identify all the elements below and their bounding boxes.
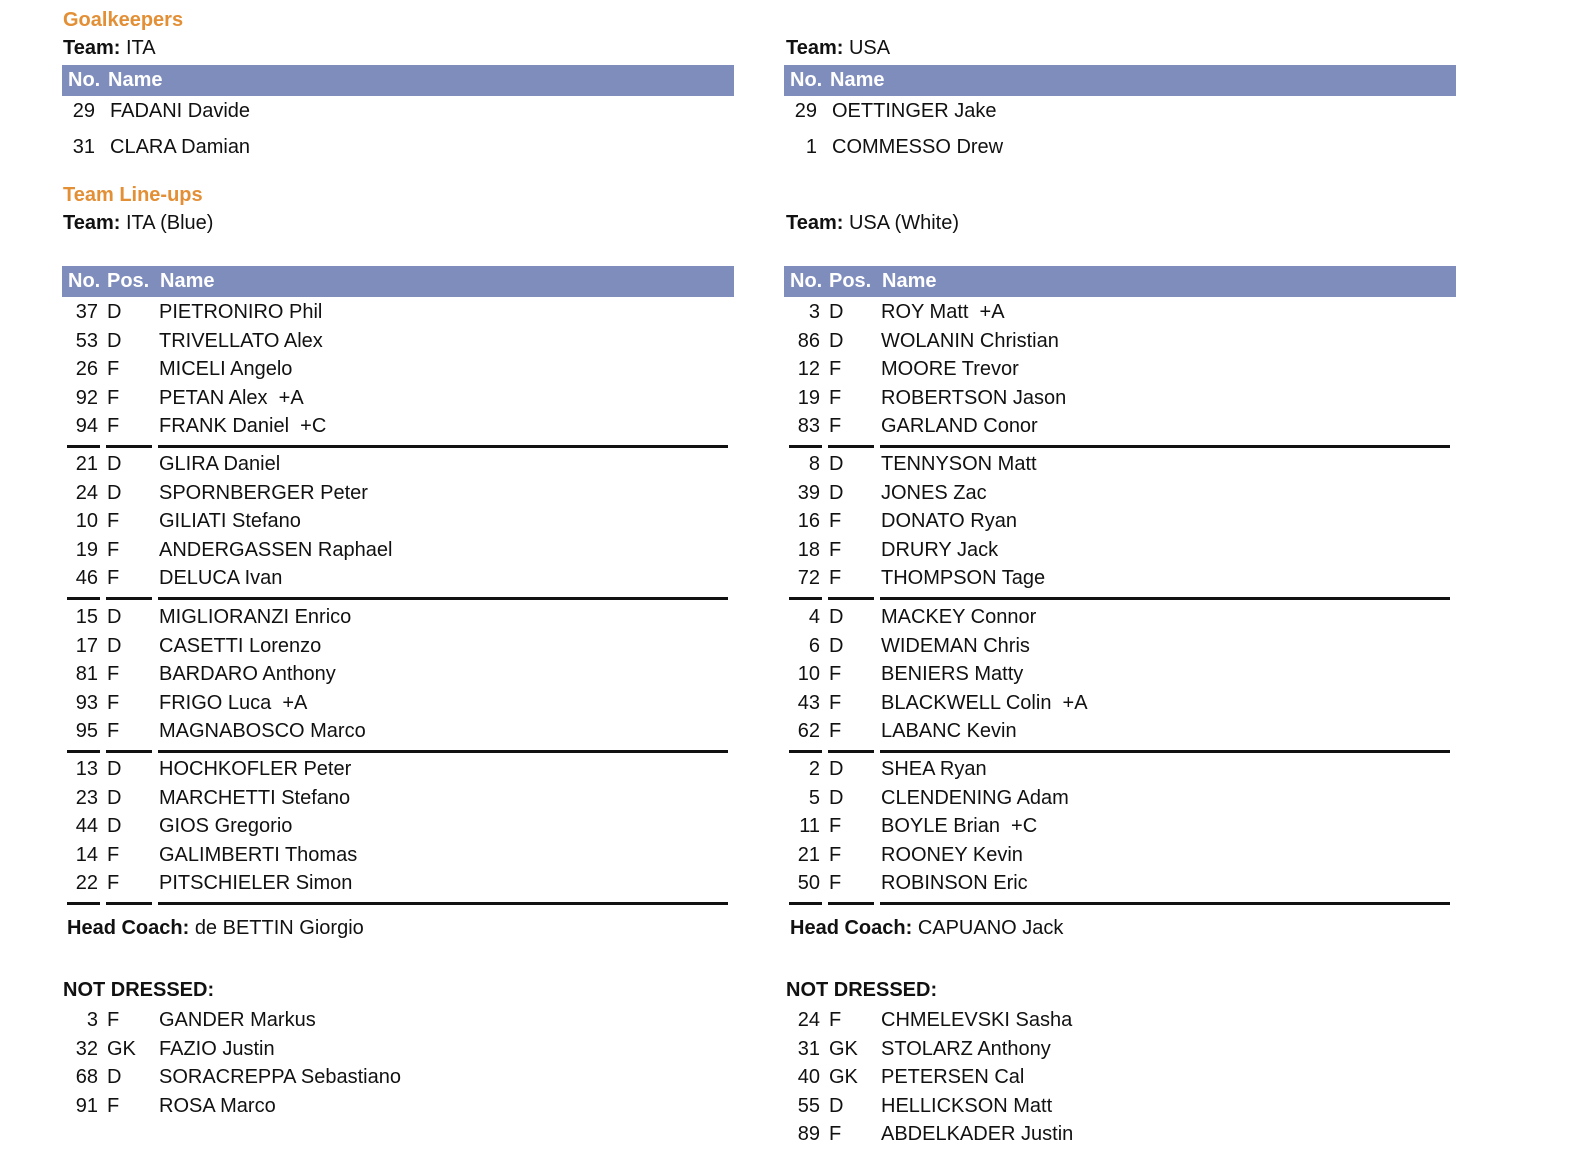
lineup-header-left	[62, 266, 734, 297]
separator-segment	[106, 597, 152, 600]
player-number: 31	[797, 1037, 820, 1060]
lineup-row	[784, 298, 1456, 326]
separator-segment	[158, 750, 728, 753]
player-position: F	[107, 843, 120, 866]
player-name: CHMELEVSKI Sasha	[881, 1009, 1073, 1031]
lineup-row	[62, 355, 734, 383]
player-name: COMMESSO Drew	[832, 136, 1004, 158]
player-position: D	[107, 453, 122, 475]
player-number: 11	[799, 815, 820, 837]
player-name: SHEA Ryan	[881, 758, 987, 780]
player-name: BOYLE Brian +C	[881, 815, 1038, 837]
player-position: F	[829, 1009, 842, 1031]
player-name: PITSCHIELER Simon	[159, 872, 353, 894]
player-number: 86	[797, 329, 820, 352]
player-position: F	[107, 691, 120, 714]
player-number: 16	[797, 510, 820, 532]
goalkeeper-row	[62, 133, 734, 161]
separator-segment	[67, 750, 100, 753]
separator-segment	[789, 445, 822, 448]
separator-segment	[158, 597, 728, 600]
header-no: No.	[68, 270, 101, 292]
separator-segment	[880, 750, 1450, 753]
player-name: ROBERTSON Jason	[881, 386, 1067, 409]
separator-segment	[158, 445, 728, 448]
lineups-title: Team Line-ups	[63, 184, 203, 206]
separator-segment	[67, 597, 100, 600]
separator-segment	[106, 750, 152, 753]
lineup-row	[784, 717, 1456, 745]
player-position: D	[107, 758, 122, 780]
player-position: D	[829, 606, 844, 628]
separator-segment	[828, 445, 874, 448]
player-number: 3	[808, 301, 820, 323]
player-name: HELLICKSON Matt	[881, 1094, 1053, 1117]
lineup-row	[784, 327, 1456, 355]
player-number: 92	[75, 386, 98, 409]
player-name: FAZIO Justin	[159, 1037, 275, 1060]
player-number: 10	[797, 663, 820, 685]
player-position: F	[829, 691, 842, 714]
player-position: F	[829, 663, 842, 685]
player-name: THOMPSON Tage	[881, 567, 1046, 589]
player-position: D	[829, 634, 844, 657]
lineup-row	[784, 784, 1456, 812]
team-label: Team:	[786, 37, 844, 59]
player-number: 26	[75, 358, 98, 380]
player-name: BARDARO Anthony	[159, 663, 336, 685]
player-number: 2	[808, 758, 820, 780]
player-name: PETAN Alex +A	[159, 386, 304, 409]
line-separator	[784, 750, 1456, 753]
player-position: D	[829, 453, 844, 475]
lineup-row	[784, 632, 1456, 660]
player-number: 1	[805, 136, 817, 158]
header-name: Name	[108, 69, 163, 91]
team-label: Team:	[63, 212, 121, 234]
player-number: 12	[797, 358, 820, 380]
player-name: PIETRONIRO Phil	[159, 301, 323, 323]
player-name: ABDELKADER Justin	[881, 1123, 1074, 1145]
lineup-row	[62, 869, 734, 897]
lineup-row	[784, 869, 1456, 897]
player-position: F	[829, 567, 842, 589]
player-number: 4	[808, 606, 820, 628]
player-number: 29	[794, 100, 817, 122]
lineup-row	[784, 755, 1456, 783]
player-name: GLIRA Daniel	[159, 453, 281, 475]
player-name: MOORE Trevor	[881, 358, 1019, 380]
player-position: D	[107, 815, 122, 837]
player-position: GK	[107, 1037, 136, 1060]
separator-segment	[106, 445, 152, 448]
separator-segment	[789, 902, 822, 905]
player-number: 18	[797, 538, 820, 561]
player-number: 83	[797, 415, 820, 437]
player-name: BENIERS Matty	[881, 663, 1024, 685]
player-position: F	[829, 386, 842, 409]
player-number: 93	[75, 691, 98, 714]
goalkeepers-title: Goalkeepers	[63, 9, 184, 31]
line-separator	[784, 902, 1456, 905]
not-dressed-row	[784, 1035, 1456, 1063]
player-number: 10	[75, 510, 98, 532]
player-position: D	[107, 1066, 122, 1088]
player-position: D	[107, 786, 122, 809]
player-number: 91	[75, 1094, 98, 1117]
player-number: 46	[75, 567, 98, 589]
player-name: GIOS Gregorio	[159, 815, 293, 837]
lineup-row	[784, 841, 1456, 869]
player-number: 14	[75, 843, 98, 866]
player-name: ROBINSON Eric	[881, 872, 1028, 894]
lineup-row	[62, 717, 734, 745]
lineup-team-right	[786, 212, 959, 235]
player-name: CASETTI Lorenzo	[159, 634, 322, 657]
player-name: FRIGO Luca +A	[159, 691, 308, 714]
separator-segment	[106, 902, 152, 905]
line-separator	[784, 445, 1456, 448]
player-number: 8	[808, 453, 820, 475]
player-number: 19	[75, 538, 98, 561]
lineup-team-left	[63, 212, 213, 235]
not-dressed-row	[62, 1006, 734, 1034]
header-name: Name	[882, 270, 937, 292]
player-position: F	[829, 1123, 842, 1145]
player-name: DRURY Jack	[881, 538, 999, 561]
player-position: D	[107, 329, 122, 352]
player-number: 13	[75, 758, 98, 780]
header-name: Name	[160, 270, 215, 292]
player-name: CLENDENING Adam	[881, 786, 1069, 809]
lineup-row	[784, 355, 1456, 383]
player-number: 21	[75, 453, 98, 475]
player-number: 94	[75, 415, 98, 437]
player-position: F	[107, 1094, 120, 1117]
player-number: 62	[797, 720, 820, 742]
player-number: 39	[797, 481, 820, 504]
player-position: F	[107, 1009, 120, 1031]
lineup-team-right-value: USA (White)	[848, 212, 960, 234]
head-coach-left	[67, 917, 364, 940]
coach-label: Head Coach:	[67, 917, 190, 939]
header-no: No.	[68, 69, 101, 91]
lineup-row	[784, 384, 1456, 412]
player-name: OETTINGER Jake	[832, 100, 997, 122]
player-name: WOLANIN Christian	[881, 329, 1059, 352]
player-position: F	[107, 358, 120, 380]
lineup-row	[62, 327, 734, 355]
player-number: 6	[808, 634, 820, 657]
player-position: F	[107, 720, 120, 742]
lineup-row	[62, 632, 734, 660]
player-position: D	[829, 301, 844, 323]
lineup-row	[62, 689, 734, 717]
player-position: F	[829, 872, 842, 894]
goalkeeper-row	[784, 97, 1456, 125]
player-position: F	[107, 663, 120, 685]
player-name: GANDER Markus	[159, 1009, 316, 1031]
player-number: 19	[797, 386, 820, 409]
player-name: GARLAND Conor	[881, 415, 1038, 437]
separator-segment	[828, 597, 874, 600]
header-no: No.	[790, 69, 823, 91]
player-name: SPORNBERGER Peter	[159, 481, 368, 504]
player-number: 37	[75, 301, 98, 323]
lineup-row	[62, 298, 734, 326]
line-separator	[62, 750, 734, 753]
player-number: 24	[797, 1009, 820, 1031]
player-position: D	[107, 481, 122, 504]
player-number: 72	[797, 567, 820, 589]
separator-segment	[67, 445, 100, 448]
player-number: 55	[797, 1094, 820, 1117]
player-number: 89	[797, 1123, 820, 1145]
player-number: 24	[75, 481, 98, 504]
lineup-row	[784, 450, 1456, 478]
player-name: FADANI Davide	[110, 100, 251, 122]
player-position: GK	[829, 1066, 858, 1088]
player-name: WIDEMAN Chris	[881, 634, 1030, 657]
player-name: MICELI Angelo	[159, 358, 293, 380]
player-position: F	[107, 567, 120, 589]
lineup-row	[62, 603, 734, 631]
player-name: ROY Matt +A	[881, 301, 1005, 323]
player-number: 53	[75, 329, 98, 352]
coach-label: Head Coach:	[790, 917, 913, 939]
lineup-row	[62, 536, 734, 564]
lineup-row	[62, 841, 734, 869]
lineup-row	[784, 603, 1456, 631]
separator-segment	[880, 597, 1450, 600]
not-dressed-row	[784, 1063, 1456, 1091]
gk-team-left	[63, 37, 156, 60]
lineup-row	[62, 564, 734, 592]
player-name: PETERSEN Cal	[881, 1066, 1025, 1088]
player-number: 40	[797, 1066, 820, 1088]
player-number: 43	[797, 691, 820, 714]
separator-segment	[828, 902, 874, 905]
player-position: D	[107, 301, 122, 323]
player-name: LABANC Kevin	[881, 720, 1017, 742]
player-name: DELUCA Ivan	[159, 567, 283, 589]
lineup-header-right	[784, 266, 1456, 297]
gk-team-right-value: USA	[848, 37, 891, 59]
player-position: F	[107, 386, 120, 409]
player-number: 29	[72, 100, 95, 122]
not-dressed-row	[62, 1063, 734, 1091]
player-position: F	[829, 815, 842, 837]
player-number: 81	[75, 663, 98, 685]
player-name: MACKEY Connor	[881, 606, 1037, 628]
player-number: 3	[86, 1009, 98, 1031]
lineup-row	[62, 784, 734, 812]
player-name: GILIATI Stefano	[159, 510, 301, 532]
not-dressed-row	[62, 1092, 734, 1120]
player-number: 22	[75, 872, 98, 894]
lineup-row	[62, 412, 734, 440]
player-position: F	[107, 872, 120, 894]
not-dressed-row	[62, 1035, 734, 1063]
player-name: MARCHETTI Stefano	[159, 786, 351, 809]
line-separator	[62, 445, 734, 448]
player-name: FRANK Daniel +C	[159, 415, 327, 437]
player-name: TRIVELLATO Alex	[159, 329, 323, 352]
not-dressed-row	[784, 1120, 1456, 1148]
lineup-row	[784, 812, 1456, 840]
player-position: GK	[829, 1037, 858, 1060]
player-number: 21	[797, 843, 820, 866]
player-number: 68	[75, 1066, 98, 1088]
line-separator	[62, 902, 734, 905]
player-name: MAGNABOSCO Marco	[159, 720, 366, 742]
lineup-row	[62, 450, 734, 478]
coach-name-left: de BETTIN Giorgio	[194, 917, 364, 939]
player-name: CLARA Damian	[110, 136, 251, 158]
lineup-row	[784, 689, 1456, 717]
lineup-row	[784, 536, 1456, 564]
player-position: D	[829, 1094, 844, 1117]
player-position: F	[829, 510, 842, 532]
player-number: 5	[808, 786, 820, 809]
lineup-row	[784, 507, 1456, 535]
not-dressed-title-left: NOT DRESSED:	[63, 979, 215, 1001]
player-name: ROONEY Kevin	[881, 843, 1023, 866]
header-pos: Pos.	[829, 270, 872, 292]
team-label: Team:	[786, 212, 844, 234]
player-number: 15	[75, 606, 98, 628]
lineup-row	[784, 564, 1456, 592]
player-number: 50	[797, 872, 820, 894]
line-separator	[62, 597, 734, 600]
goalkeeper-row	[784, 133, 1456, 161]
header-no: No.	[790, 270, 823, 292]
player-number: 95	[75, 720, 98, 742]
lineup-row	[784, 660, 1456, 688]
player-name: DONATO Ryan	[881, 510, 1017, 532]
gk-header-left	[62, 65, 734, 96]
lineup-row	[62, 479, 734, 507]
player-position: D	[829, 786, 844, 809]
player-name: STOLARZ Anthony	[881, 1037, 1051, 1060]
player-position: F	[107, 510, 120, 532]
player-position: D	[829, 329, 844, 352]
player-number: 32	[75, 1037, 98, 1060]
player-position: F	[829, 538, 842, 561]
player-name: SORACREPPA Sebastiano	[159, 1066, 401, 1088]
separator-segment	[828, 750, 874, 753]
lineup-row	[62, 812, 734, 840]
lineup-row	[784, 479, 1456, 507]
lineup-row	[784, 412, 1456, 440]
lineup-row	[62, 507, 734, 535]
separator-segment	[67, 902, 100, 905]
player-position: F	[829, 843, 842, 866]
lineup-row	[62, 660, 734, 688]
player-name: JONES Zac	[881, 481, 987, 504]
player-name: BLACKWELL Colin +A	[881, 691, 1088, 714]
player-position: F	[829, 720, 842, 742]
player-position: D	[829, 758, 844, 780]
team-label: Team:	[63, 37, 121, 59]
player-number: 44	[75, 815, 98, 837]
player-position: F	[107, 538, 120, 561]
player-position: F	[107, 415, 120, 437]
lineup-team-left-value: ITA (Blue)	[125, 212, 214, 234]
lineup-row	[62, 755, 734, 783]
header-pos: Pos.	[107, 270, 150, 292]
player-position: F	[829, 415, 842, 437]
separator-segment	[158, 902, 728, 905]
gk-team-right	[786, 37, 890, 60]
separator-segment	[789, 750, 822, 753]
not-dressed-row	[784, 1092, 1456, 1120]
goalkeeper-row	[62, 97, 734, 125]
player-number: 17	[75, 634, 98, 657]
player-name: ANDERGASSEN Raphael	[159, 538, 393, 561]
separator-segment	[880, 445, 1450, 448]
line-separator	[784, 597, 1456, 600]
player-name: GALIMBERTI Thomas	[159, 843, 358, 866]
coach-name-right: CAPUANO Jack	[917, 917, 1064, 939]
not-dressed-row	[784, 1006, 1456, 1034]
separator-segment	[789, 597, 822, 600]
not-dressed-title-right: NOT DRESSED:	[786, 979, 938, 1001]
player-position: D	[107, 606, 122, 628]
player-position: D	[829, 481, 844, 504]
header-name: Name	[830, 69, 885, 91]
gk-team-left-value: ITA	[125, 37, 156, 59]
player-name: MIGLIORANZI Enrico	[159, 606, 352, 628]
lineup-row	[62, 384, 734, 412]
separator-segment	[880, 902, 1450, 905]
player-name: TENNYSON Matt	[881, 453, 1037, 475]
player-number: 31	[72, 136, 95, 158]
player-position: D	[107, 634, 122, 657]
player-name: ROSA Marco	[159, 1094, 276, 1117]
player-position: F	[829, 358, 842, 380]
player-number: 23	[75, 786, 98, 809]
head-coach-right	[790, 917, 1063, 940]
gk-header-right	[784, 65, 1456, 96]
player-name: HOCHKOFLER Peter	[159, 758, 352, 780]
